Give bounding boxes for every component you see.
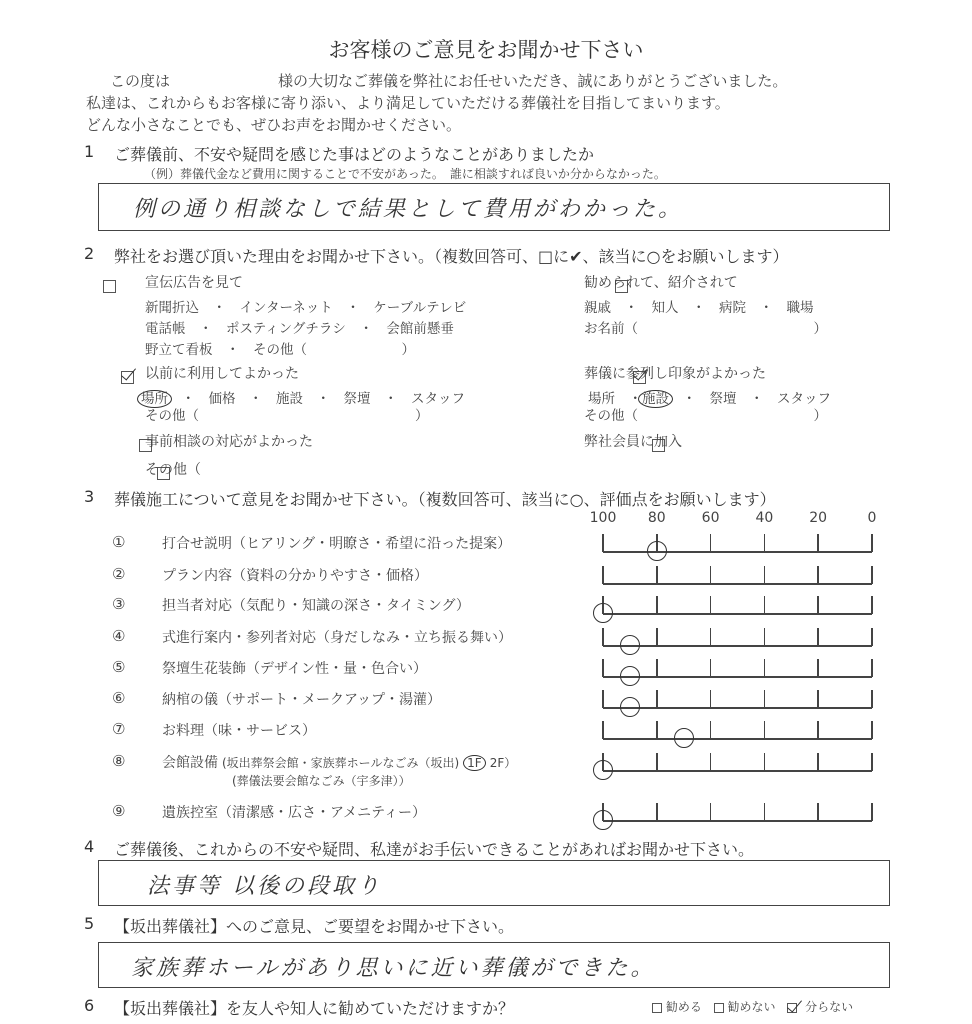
q2-question: 弊社をお選び頂いた理由をお聞かせ下さい。（複数回答可、□に✔、該当に○をお願いします） — [114, 247, 789, 266]
q3-item-5-scale[interactable] — [603, 676, 872, 678]
q5-answer-box[interactable] — [98, 942, 890, 988]
q3-item-4-number: ④ — [112, 627, 126, 645]
q3-item-9-tick-20 — [817, 803, 819, 821]
q2-right-0-label: 勧められて、紹介されて — [584, 275, 738, 291]
q3-item-9-number: ⑨ — [112, 802, 126, 820]
q3-item-7-tick-100 — [602, 721, 604, 739]
q2-left-1-checkbox[interactable] — [121, 371, 134, 384]
q3-item-3-scale[interactable] — [603, 613, 872, 615]
survey-title: お客様のご意見をお聞かせ下さい — [328, 38, 644, 62]
q3-item-2-tick-40 — [764, 566, 766, 584]
q2-left-1-item-staff[interactable]: スタッフ — [411, 391, 465, 407]
q3-item-5-tick-20 — [817, 659, 819, 677]
q2-left-1-item-price[interactable]: 価格 — [208, 391, 236, 407]
q6-option-2-checkbox[interactable] — [787, 1003, 797, 1013]
q3-item-8-scale[interactable] — [603, 770, 872, 772]
q2-right-1-label: 葬儀に参列し印象がよかった — [584, 366, 766, 382]
scale-label-100: 100 — [589, 510, 617, 526]
q3-item-8-tick-60 — [710, 753, 712, 771]
q3-item-6-score-circle[interactable] — [620, 697, 640, 717]
scale-label-60: 60 — [701, 510, 720, 526]
q5-question: 【坂出葬儀社】へのご意見、ご要望をお聞かせ下さい。 — [114, 917, 515, 936]
q6-question: 【坂出葬儀社】を友人や知人に勧めていただけますか？ — [114, 999, 515, 1018]
q3-item-7-label: お料理（味・サービス） — [162, 723, 316, 739]
q3-item-3-number: ③ — [112, 595, 126, 613]
q3-item-5-score-circle[interactable] — [620, 666, 640, 686]
q3-item-6-tick-0 — [871, 690, 873, 708]
q3-item-9-tick-80 — [656, 803, 658, 821]
q3-item-1-scale[interactable] — [603, 551, 872, 553]
q1-example: （例）葬儀代金など費用に関することで不安があった。 誰に相談すれば良いか分からなかった。 — [144, 167, 666, 181]
q3-item-6-tick-60 — [710, 690, 712, 708]
q2-number: 2 — [84, 244, 95, 263]
q2-left-1-label: 以前に利用してよかった — [145, 366, 299, 382]
q6-option-0-label: 勧める — [665, 1000, 702, 1014]
q3-item-2-tick-60 — [710, 566, 712, 584]
q4-number: 4 — [84, 837, 95, 856]
q3-item-8-label — [162, 752, 516, 772]
q3-item-2-label: プラン内容（資料の分かりやすさ・価格） — [162, 568, 428, 584]
q3-item-4-label: 式進行案内・参列者対応（身だしなみ・立ち振る舞い） — [162, 630, 512, 646]
q3-item-8-title: 会館設備 — [162, 755, 218, 771]
q2-left-0-label: 宣伝広告を見て — [145, 275, 243, 291]
q2-right-1-item-place[interactable]: 場所 — [588, 391, 615, 407]
q3-number: 3 — [84, 487, 95, 506]
q3-item-2-tick-20 — [817, 566, 819, 584]
q3-item-8-floor-1f[interactable]: 1F — [463, 755, 486, 771]
q3-item-5-tick-80 — [656, 659, 658, 677]
q3-item-7-tick-80 — [656, 721, 658, 739]
q2-right-1-other: その他（ ） — [584, 408, 827, 424]
q6-number: 6 — [84, 996, 95, 1015]
q6-option-1-checkbox[interactable] — [714, 1003, 724, 1013]
q2-left-2-label: 事前相談の対応がよかった — [145, 434, 313, 450]
intro-line1-a: この度は — [110, 72, 171, 90]
q2-right-0-sub-1: お名前（ ） — [584, 321, 827, 337]
q2-left-3-label: その他（ — [145, 462, 201, 478]
q3-item-8-score-circle[interactable] — [593, 760, 613, 780]
q3-item-8-detail-2: (葬儀法要会館なごみ（宇多津）） — [232, 774, 411, 788]
q4-answer-box[interactable] — [98, 860, 890, 906]
q3-item-1-tick-40 — [764, 534, 766, 552]
q3-item-2-scale[interactable] — [603, 583, 872, 585]
q2-left-1-subitems: 場所 ・ 価格 ・ 施設 ・ 祭壇 ・ スタッフ — [141, 387, 465, 407]
q3-item-5-label: 祭壇生花装飾（デザイン性・量・色合い） — [162, 661, 428, 677]
q3-item-9-scale[interactable] — [603, 820, 872, 822]
q3-item-9-label: 遺族控室（清潔感・広さ・アメニティー） — [162, 805, 427, 821]
q3-item-4-scale[interactable] — [603, 645, 872, 647]
q3-item-2-tick-100 — [602, 566, 604, 584]
q3-item-4-tick-0 — [871, 628, 873, 646]
q3-item-5-tick-60 — [710, 659, 712, 677]
q3-item-9-tick-40 — [764, 803, 766, 821]
q3-item-8-floor-2f[interactable]: 2F） — [489, 756, 517, 770]
q2-left-0-sub-1: 電話帳 ・ ポスティングチラシ ・ 会館前懸垂 — [145, 321, 454, 337]
q3-item-6-tick-20 — [817, 690, 819, 708]
q3-item-8-detail-a: (坂出葬祭会館・家族葬ホールなごみ（坂出) — [222, 756, 460, 770]
q2-left-1-item-place[interactable]: 場所 — [137, 390, 172, 408]
q4-question: ご葬儀後、これからの不安や疑問、私達がお手伝いできることがあればお聞かせ下さい。 — [114, 840, 755, 859]
q3-item-7-score-circle[interactable] — [674, 728, 694, 748]
q3-item-3-tick-40 — [764, 596, 766, 614]
q3-item-4-tick-80 — [656, 628, 658, 646]
q3-item-7-tick-20 — [817, 721, 819, 739]
q3-item-7-tick-40 — [764, 721, 766, 739]
q3-item-9-score-circle[interactable] — [593, 810, 613, 830]
q3-item-5-number: ⑤ — [112, 658, 126, 676]
q3-item-2-tick-0 — [871, 566, 873, 584]
q1-question: ご葬儀前、不安や疑問を感じた事はどのようなことがありましたか — [114, 145, 595, 164]
q3-item-9-tick-0 — [871, 803, 873, 821]
q3-item-2-number: ② — [112, 565, 126, 583]
q3-item-4-tick-20 — [817, 628, 819, 646]
intro-line1-b: 様の大切なご葬儀を弊社にお任せいただき、誠にありがとうございました。 — [278, 72, 788, 90]
q2-left-0-sub-2: 野立て看板 ・ その他（ ） — [145, 342, 415, 358]
q3-item-6-tick-80 — [656, 690, 658, 708]
q3-item-1-tick-100 — [602, 534, 604, 552]
scale-label-40: 40 — [755, 510, 774, 526]
q3-item-5-tick-100 — [602, 659, 604, 677]
q3-item-6-number: ⑥ — [112, 689, 126, 707]
q2-right-1-item-facility[interactable]: 施設 — [638, 390, 673, 408]
q6-option-1-label: 勧めない — [727, 1000, 776, 1014]
q3-item-6-tick-40 — [764, 690, 766, 708]
q3-item-7-tick-60 — [710, 721, 712, 739]
q3-item-1-tick-0 — [871, 534, 873, 552]
q3-item-7-tick-0 — [871, 721, 873, 739]
q1-answer: 例の通り相談なしで結果として費用がわかった。 — [133, 197, 684, 222]
q3-item-3-tick-20 — [817, 596, 819, 614]
q3-item-4-tick-40 — [764, 628, 766, 646]
q3-item-6-label: 納棺の儀（サポート・メークアップ・湯灌） — [162, 692, 442, 708]
q5-number: 5 — [84, 914, 95, 933]
q3-item-3-tick-60 — [710, 596, 712, 614]
q6-option-2-label: 分らない — [805, 1000, 854, 1014]
q2-left-0-sub-0: 新聞折込 ・ インターネット ・ ケーブルテレビ — [145, 300, 467, 316]
q6-option-0-checkbox[interactable] — [652, 1003, 662, 1013]
scale-label-80: 80 — [647, 510, 666, 526]
q3-item-3-label: 担当者対応（気配り・知識の深さ・タイミング） — [162, 598, 470, 614]
q3-item-4-tick-60 — [710, 628, 712, 646]
q3-item-3-tick-0 — [871, 596, 873, 614]
q2-right-2-label: 弊社会員に加入 — [584, 434, 682, 450]
q1-answer-box[interactable] — [98, 183, 890, 231]
scale-label-20: 20 — [809, 510, 828, 526]
scale-label-0: 0 — [867, 510, 877, 526]
q1-number: 1 — [84, 142, 95, 161]
q3-item-3-score-circle[interactable] — [593, 603, 613, 623]
q3-item-7-number: ⑦ — [112, 720, 126, 738]
q3-item-1-tick-20 — [817, 534, 819, 552]
q3-item-6-tick-100 — [602, 690, 604, 708]
q3-item-8-number: ⑧ — [112, 752, 126, 770]
q2-left-0-checkbox[interactable] — [103, 280, 116, 293]
q3-item-8-tick-80 — [656, 753, 658, 771]
q3-item-1-number: ① — [112, 533, 126, 551]
q3-item-7-scale[interactable] — [603, 738, 872, 740]
q3-item-5-tick-0 — [871, 659, 873, 677]
intro-line2: 私達は、これからもお客様に寄り添い、より満足していただける葬儀社を目指してまいります。 — [86, 94, 730, 112]
q2-left-1-other: その他（ ） — [145, 408, 429, 424]
q3-item-9-tick-60 — [710, 803, 712, 821]
q3-item-6-scale[interactable] — [603, 707, 872, 709]
q3-item-1-tick-60 — [710, 534, 712, 552]
q3-item-3-tick-80 — [656, 596, 658, 614]
q3-item-8-tick-20 — [817, 753, 819, 771]
q3-item-4-score-circle[interactable] — [620, 635, 640, 655]
q3-item-5-tick-40 — [764, 659, 766, 677]
q3-item-8-tick-0 — [871, 753, 873, 771]
q6-options — [652, 998, 853, 1015]
q3-item-4-tick-100 — [602, 628, 604, 646]
q2-left-1-item-altar[interactable]: 祭壇 — [343, 391, 371, 407]
q3-item-1-label: 打合せ説明（ヒアリング・明瞭さ・希望に沿った提案） — [162, 536, 512, 552]
q2-left-1-item-facility[interactable]: 施設 — [276, 391, 303, 407]
q2-right-0-sub-0: 親戚 ・ 知人 ・ 病院 ・ 職場 — [584, 300, 814, 316]
q3-item-1-score-circle[interactable] — [647, 541, 667, 561]
q3-item-8-tick-40 — [764, 753, 766, 771]
q3-question: 葬儀施工について意見をお聞かせ下さい。（複数回答可、該当に○、評価点をお願いします） — [114, 490, 776, 509]
q2-right-1-subitems: 場所 ・施設 ・ 祭壇 ・ スタッフ — [588, 391, 831, 407]
q5-answer: 家族葬ホールがあり思いに近い葬儀ができた。 — [131, 956, 656, 981]
q2-right-1-item-staff[interactable]: スタッフ — [777, 391, 831, 407]
intro-line3: どんな小さなことでも、ぜひお声をお聞かせください。 — [86, 116, 462, 134]
q3-item-2-tick-80 — [656, 566, 658, 584]
q2-right-1-item-altar[interactable]: 祭壇 — [709, 391, 737, 407]
q4-answer: 法事等 以後の段取り — [147, 874, 382, 899]
